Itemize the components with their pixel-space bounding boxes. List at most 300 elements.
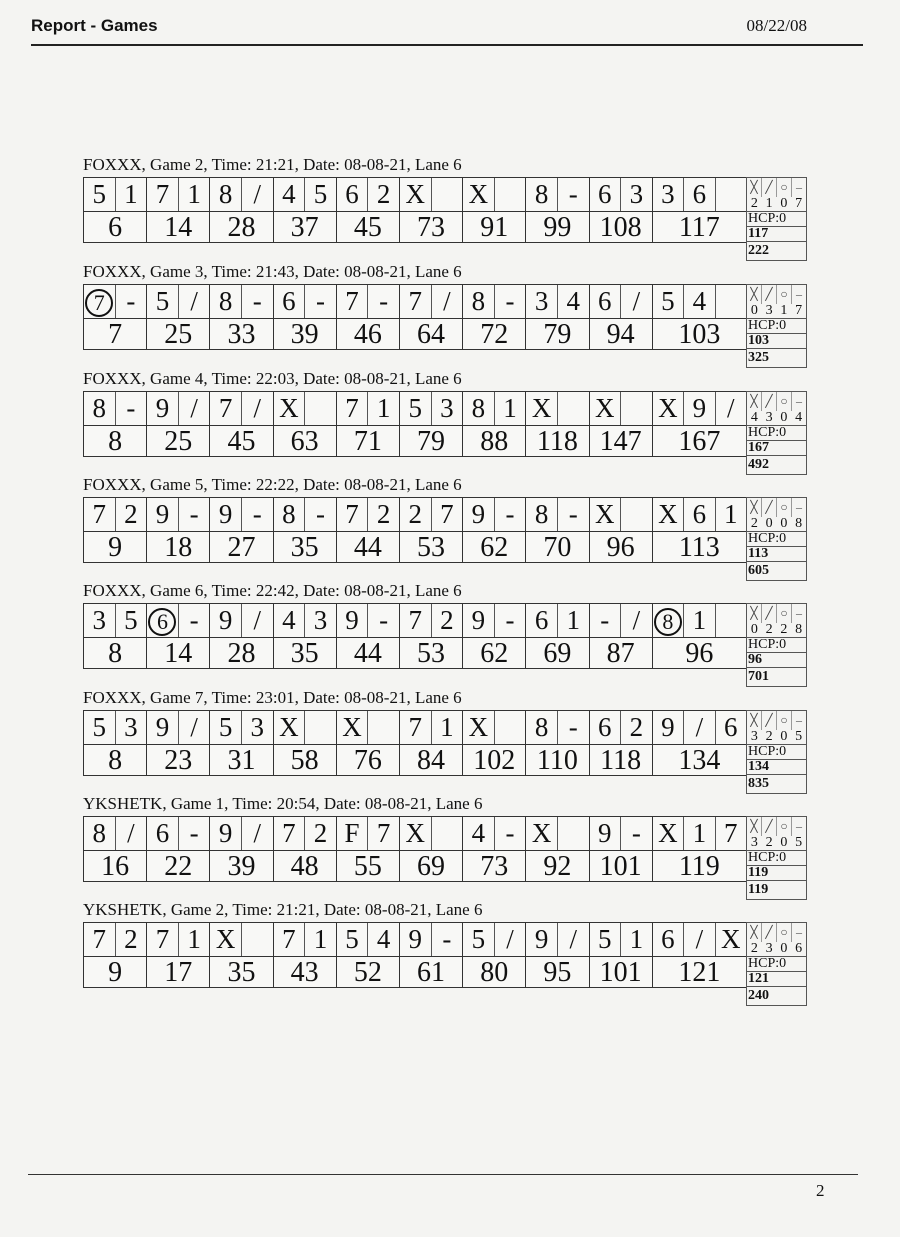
frame-score: 14	[164, 638, 193, 669]
roll-mark: X	[342, 712, 362, 742]
frame-score: 117	[678, 212, 720, 243]
frame-rolls	[590, 604, 652, 638]
frame-rolls	[400, 498, 462, 532]
roll-mark: -	[557, 498, 589, 531]
roll-mark	[304, 711, 336, 744]
frame	[209, 711, 272, 775]
strike-icon: ╳	[750, 925, 758, 939]
running-total: 492	[746, 456, 807, 475]
frame-rolls	[653, 711, 746, 745]
frame-rolls	[84, 178, 146, 212]
game-score: 103	[746, 334, 807, 349]
frame	[652, 498, 746, 562]
roll-mark: /	[620, 285, 652, 318]
frame-score: 64	[417, 319, 446, 350]
handicap: HCP:0	[746, 851, 807, 866]
roll-mark: /	[241, 178, 273, 211]
stat-count: 2	[750, 941, 758, 956]
roll-mark: /	[715, 392, 746, 425]
frame-rolls	[590, 711, 652, 745]
roll-mark: 3	[431, 392, 463, 425]
game-score: 167	[746, 441, 807, 456]
roll-mark: -	[115, 285, 147, 318]
roll-mark: 5	[471, 924, 486, 954]
stat-count: 5	[795, 729, 803, 744]
stat-icons	[746, 284, 807, 304]
game-label: FOXXX, Game 6, Time: 22:42, Date: 08-08-21, Lane 6	[83, 581, 462, 600]
roll-mark: 8	[282, 499, 296, 529]
frame-score: 43	[290, 957, 319, 988]
frame-rolls	[337, 498, 399, 532]
frame	[209, 604, 272, 668]
roll-mark: X	[531, 818, 552, 848]
stat-count: 1	[780, 303, 788, 318]
frame-rolls	[147, 711, 209, 745]
roll-mark	[367, 711, 399, 744]
roll-mark	[557, 817, 589, 850]
roll-mark: -	[557, 178, 589, 211]
frame	[336, 711, 399, 775]
frame-rolls	[274, 285, 336, 319]
miss-icon: –	[791, 285, 806, 304]
strike-icon: ╳	[750, 819, 758, 833]
spare-icon: ╱	[761, 817, 776, 836]
roll-mark: 5	[598, 924, 612, 954]
roll-mark: -	[620, 817, 652, 850]
handicap: HCP:0	[746, 638, 807, 653]
roll-mark: 9	[155, 712, 170, 742]
roll-mark	[304, 392, 336, 425]
roll-mark: 3	[304, 604, 336, 637]
frame	[399, 178, 462, 242]
game-block	[83, 369, 809, 487]
roll-mark: 7	[92, 499, 107, 529]
roll-mark: 4	[282, 179, 296, 209]
roll-mark: 5	[92, 712, 107, 742]
roll-mark: 4	[282, 605, 296, 635]
frame-score: 46	[353, 319, 382, 350]
roll-mark: 7	[155, 179, 170, 209]
frame-score: 23	[164, 745, 193, 776]
running-total: 119	[746, 881, 807, 900]
frame-rolls	[210, 923, 272, 957]
roll-mark: X	[215, 924, 236, 954]
frame-score: 48	[290, 851, 319, 882]
roll-mark: 7	[84, 285, 115, 318]
stat-count: 1	[765, 196, 773, 211]
roll-mark: 4	[367, 923, 399, 956]
frame	[336, 392, 399, 456]
report-header	[31, 14, 863, 46]
strike-icon: ╳	[750, 606, 758, 620]
miss-icon: –	[791, 923, 806, 942]
frame	[462, 498, 525, 562]
roll-mark: X	[405, 818, 425, 848]
frame-score: 69	[543, 638, 572, 669]
frame-score: 63	[290, 426, 319, 457]
frame-score: 44	[353, 638, 382, 669]
frame-rolls	[463, 392, 525, 426]
frame	[652, 817, 746, 881]
roll-mark: 1	[620, 923, 652, 956]
frame	[589, 498, 652, 562]
stat-count: 3	[765, 941, 773, 956]
frame	[652, 285, 746, 349]
frame-score: 55	[353, 851, 382, 882]
frame	[525, 711, 588, 775]
frame	[336, 178, 399, 242]
roll-mark	[715, 604, 746, 637]
frame	[462, 285, 525, 349]
stat-count: 2	[750, 516, 758, 531]
spare-icon: ╱	[761, 392, 776, 411]
roll-mark: 9	[218, 499, 233, 529]
stat-count: 4	[795, 410, 803, 425]
roll-mark	[494, 178, 526, 211]
frame	[589, 711, 652, 775]
frame	[589, 392, 652, 456]
roll-mark: 7	[282, 818, 296, 848]
frame-rolls	[337, 604, 399, 638]
frame-rolls	[463, 178, 525, 212]
frame-rolls	[210, 178, 272, 212]
roll-mark: 6	[155, 818, 170, 848]
roll-mark: /	[683, 711, 714, 744]
game-block	[83, 262, 809, 380]
running-total: 605	[746, 562, 807, 581]
frame	[652, 604, 746, 668]
frame-score: 8	[108, 426, 123, 457]
frame-score: 27	[227, 532, 256, 563]
frame-rolls	[526, 604, 588, 638]
roll-mark: 5	[345, 924, 359, 954]
game-label: FOXXX, Game 3, Time: 21:43, Date: 08-08-21, Lane 6	[83, 262, 462, 281]
stat-count: 3	[765, 303, 773, 318]
frame-rolls	[653, 923, 746, 957]
roll-mark: 3	[534, 286, 549, 316]
stat-count: 2	[780, 622, 788, 637]
roll-mark: 1	[367, 392, 399, 425]
handicap: HCP:0	[746, 745, 807, 760]
frame	[209, 285, 272, 349]
frame-score: 101	[599, 851, 642, 882]
frame	[462, 923, 525, 987]
frame-score: 73	[480, 851, 509, 882]
frame-score: 118	[536, 426, 578, 457]
frame	[273, 392, 336, 456]
roll-mark: 2	[367, 498, 399, 531]
frame-rolls	[147, 498, 209, 532]
roll-mark: -	[178, 817, 210, 850]
spare-icon: ╱	[761, 923, 776, 942]
roll-mark: 1	[683, 604, 714, 637]
frame-rolls	[210, 711, 272, 745]
roll-mark: 6	[683, 498, 714, 531]
stat-count: 6	[795, 941, 803, 956]
spare-icon: ╱	[761, 498, 776, 517]
frame-score: 92	[543, 851, 572, 882]
stat-counts	[746, 517, 807, 532]
roll-mark: /	[241, 817, 273, 850]
frame	[273, 285, 336, 349]
frame-rolls	[526, 178, 588, 212]
stat-icons	[746, 391, 807, 411]
roll-mark: -	[494, 498, 526, 531]
frame-score: 37	[290, 212, 319, 243]
roll-mark: /	[178, 711, 210, 744]
game-score: 96	[746, 653, 807, 668]
frame-score: 22	[164, 851, 193, 882]
roll-mark: 1	[304, 923, 336, 956]
frame-rolls	[84, 817, 146, 851]
stat-counts	[746, 942, 807, 957]
frame	[146, 711, 209, 775]
roll-mark: /	[241, 392, 273, 425]
report-title: Report - Games	[31, 16, 158, 35]
roll-mark: 5	[408, 393, 422, 423]
frame-rolls	[526, 498, 588, 532]
roll-mark: 9	[661, 712, 675, 742]
frame-grid	[83, 922, 747, 988]
roll-mark: 7	[367, 817, 399, 850]
frame	[84, 817, 146, 881]
frame-rolls	[590, 285, 652, 319]
roll-mark: 8	[534, 499, 549, 529]
roll-mark: -	[178, 498, 210, 531]
roll-mark	[620, 498, 652, 531]
frame	[336, 604, 399, 668]
frame-score: 88	[480, 426, 509, 457]
frame-score: 69	[417, 851, 446, 882]
roll-mark: -	[304, 285, 336, 318]
running-total: 222	[746, 242, 807, 261]
frame	[84, 604, 146, 668]
roll-mark: /	[494, 923, 526, 956]
frame-rolls	[590, 817, 652, 851]
roll-mark: 4	[557, 285, 589, 318]
roll-mark: 8	[471, 393, 486, 423]
roll-mark: 5	[661, 286, 675, 316]
roll-mark: 1	[557, 604, 589, 637]
strike-icon: ╳	[750, 287, 758, 301]
roll-mark: X	[468, 712, 489, 742]
roll-mark: 7	[408, 605, 422, 635]
frame-grid	[83, 177, 747, 243]
report-date: 08/22/08	[746, 16, 807, 35]
roll-mark: 9	[155, 393, 170, 423]
frame-score: 35	[290, 532, 319, 563]
frame-score: 99	[543, 212, 572, 243]
frame-rolls	[400, 923, 462, 957]
frame-score: 8	[108, 638, 123, 669]
frame-rolls	[210, 604, 272, 638]
frame-score: 28	[227, 212, 256, 243]
strike-icon: ╳	[750, 180, 758, 194]
roll-mark: -	[557, 711, 589, 744]
game-score: 121	[746, 972, 807, 987]
frame-score: 16	[101, 851, 130, 882]
roll-mark: 8	[92, 393, 107, 423]
roll-mark: -	[241, 498, 273, 531]
roll-mark: 9	[534, 924, 549, 954]
stat-count: 8	[795, 516, 803, 531]
frame-score: 25	[164, 319, 193, 350]
strike-icon: ╳	[750, 500, 758, 514]
stat-count: 0	[780, 196, 788, 211]
stat-counts	[746, 836, 807, 851]
stat-count: 0	[750, 622, 758, 637]
frame	[525, 392, 588, 456]
frame-score: 71	[353, 426, 382, 457]
frame	[84, 711, 146, 775]
stat-count: 0	[750, 303, 758, 318]
frame	[462, 604, 525, 668]
roll-mark: 8	[534, 179, 549, 209]
spare-icon: ╱	[761, 178, 776, 197]
split-icon: ○	[776, 923, 791, 942]
frame-score: 113	[678, 532, 720, 563]
stat-count: 7	[795, 303, 803, 318]
roll-mark: 6	[715, 711, 746, 744]
roll-mark: 1	[494, 392, 526, 425]
stat-icons	[746, 603, 807, 623]
running-total: 240	[746, 987, 807, 1006]
frame-grid	[83, 710, 747, 776]
frame-rolls	[463, 604, 525, 638]
game-score: 117	[746, 227, 807, 242]
frame-score: 80	[480, 957, 509, 988]
roll-mark: -	[178, 604, 210, 637]
spare-icon: ╱	[761, 604, 776, 623]
game-label: FOXXX, Game 4, Time: 22:03, Date: 08-08-21, Lane 6	[83, 369, 462, 388]
roll-mark: 7	[345, 499, 359, 529]
frame-score: 35	[227, 957, 256, 988]
frame	[589, 285, 652, 349]
frame-rolls	[147, 285, 209, 319]
frame-score: 73	[417, 212, 446, 243]
frame-rolls	[84, 604, 146, 638]
stat-count: 2	[765, 729, 773, 744]
frame	[273, 604, 336, 668]
frame-score: 76	[353, 745, 382, 776]
roll-mark: 9	[471, 605, 486, 635]
game-block	[83, 155, 809, 273]
frame-score: 96	[685, 638, 714, 669]
roll-mark: 8	[218, 179, 233, 209]
stat-count: 8	[795, 622, 803, 637]
frame	[84, 285, 146, 349]
frame-rolls	[653, 604, 746, 638]
frame-rolls	[463, 817, 525, 851]
frame-score: 9	[108, 532, 123, 563]
frame-rolls	[147, 392, 209, 426]
frame	[146, 498, 209, 562]
frame-rolls	[274, 178, 336, 212]
game-block	[83, 688, 809, 806]
stat-icons	[746, 816, 807, 836]
roll-mark: X	[658, 499, 678, 529]
game-block	[83, 475, 809, 593]
stat-count: 0	[780, 835, 788, 850]
frame-grid	[83, 816, 747, 882]
frame	[209, 178, 272, 242]
frame-score: 25	[164, 426, 193, 457]
frame	[209, 923, 272, 987]
game-stats	[746, 603, 807, 699]
roll-mark: X	[279, 393, 299, 423]
frame	[146, 178, 209, 242]
stat-count: 2	[750, 196, 758, 211]
frame-rolls	[653, 392, 746, 426]
frame	[652, 392, 746, 456]
frame-score: 70	[543, 532, 572, 563]
roll-mark: /	[683, 923, 714, 956]
frame-rolls	[526, 817, 588, 851]
frame-score: 8	[108, 745, 123, 776]
frame	[399, 817, 462, 881]
roll-mark: -	[494, 604, 526, 637]
frame-rolls	[653, 285, 746, 319]
roll-mark: 9	[155, 499, 170, 529]
frame-score: 45	[353, 212, 382, 243]
game-stats	[746, 922, 807, 1018]
frame	[336, 817, 399, 881]
roll-mark: 3	[661, 179, 675, 209]
game-stats	[746, 710, 807, 806]
frame-rolls	[210, 498, 272, 532]
roll-mark: 6	[598, 712, 612, 742]
game-stats	[746, 497, 807, 593]
game-score: 119	[746, 866, 807, 881]
frame-score: 84	[417, 745, 446, 776]
roll-mark: 4	[471, 818, 486, 848]
stat-count: 3	[750, 729, 758, 744]
frame-rolls	[463, 285, 525, 319]
split-icon: ○	[776, 285, 791, 304]
strike-icon: ╳	[750, 394, 758, 408]
frame-rolls	[147, 817, 209, 851]
frame-rolls	[400, 178, 462, 212]
frame	[84, 498, 146, 562]
roll-mark: 1	[115, 178, 147, 211]
frame	[399, 604, 462, 668]
game-stats	[746, 177, 807, 273]
frame-rolls	[337, 817, 399, 851]
game-stats	[746, 391, 807, 487]
frame	[336, 498, 399, 562]
frame-score: 121	[678, 957, 721, 988]
roll-mark: 9	[471, 499, 486, 529]
frame-rolls	[337, 392, 399, 426]
roll-mark: 9	[218, 605, 233, 635]
roll-mark: /	[241, 604, 273, 637]
frame-rolls	[463, 923, 525, 957]
roll-mark: /	[178, 392, 210, 425]
frame-rolls	[147, 178, 209, 212]
handicap: HCP:0	[746, 212, 807, 227]
game-label: YKSHETK, Game 2, Time: 21:21, Date: 08-08-21, Lane 6	[83, 900, 483, 919]
frame-score: 39	[227, 851, 256, 882]
stat-counts	[746, 623, 807, 638]
frame-score: 61	[417, 957, 446, 988]
roll-mark: 7	[408, 712, 422, 742]
frame-rolls	[84, 498, 146, 532]
game-label: FOXXX, Game 5, Time: 22:22, Date: 08-08-21, Lane 6	[83, 475, 462, 494]
roll-mark	[715, 285, 746, 318]
frame-grid	[83, 284, 747, 350]
roll-mark: F	[344, 818, 360, 848]
roll-mark: 9	[408, 924, 422, 954]
